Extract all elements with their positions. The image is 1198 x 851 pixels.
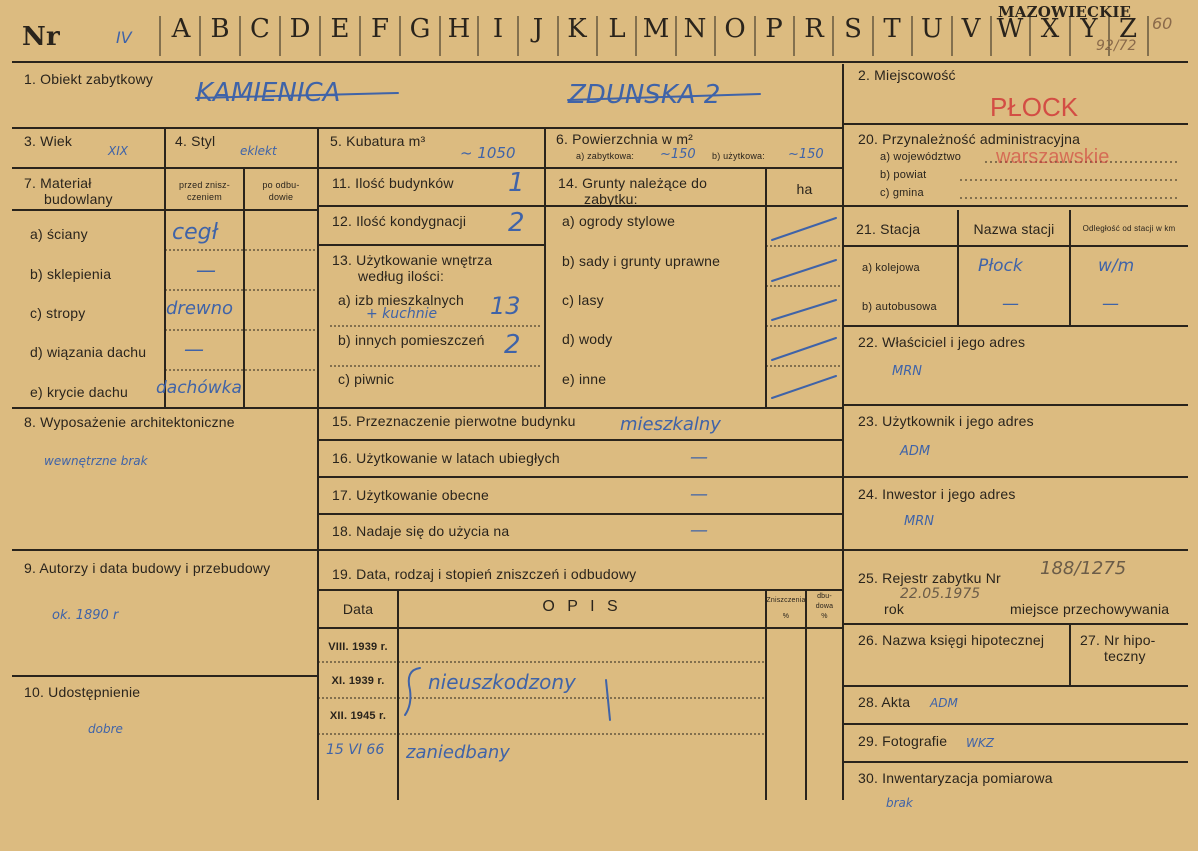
f16-value: — <box>690 447 708 468</box>
f7-row-roofing-label: e) krycie dachu <box>30 384 128 400</box>
f19-col-date: Data <box>342 601 374 617</box>
f20-commune-label: c) gmina <box>880 187 924 199</box>
f6-sub-a-value: ~150 <box>660 147 696 162</box>
f7-row-walls-label: a) ściany <box>30 226 88 242</box>
f30-value: brak <box>886 796 913 810</box>
index-letter-h: H <box>447 14 471 44</box>
f19-col-description: O P I S <box>542 598 622 615</box>
f7-col-after-l2: dowie <box>268 192 294 202</box>
f7-row-vaults-label: b) sklepienia <box>30 266 112 282</box>
index-letter-d: D <box>289 14 311 44</box>
f14-row-waters: d) wody <box>562 331 613 347</box>
f1-value-address: ZDUNSKA 2 <box>568 80 721 110</box>
f1-label: 1. Obiekt zabytkowy <box>24 71 154 87</box>
f19-col-damage-l1: Zniszczenia <box>766 597 806 604</box>
f15-label: 15. Przeznaczenie pierwotne budynku <box>332 413 576 429</box>
f25-place-label: miejsce przechowywania <box>1010 601 1170 617</box>
f29-value: WKZ <box>966 736 994 750</box>
f21-col-distance: Odległość od stacji w km <box>1082 224 1176 233</box>
f7-col-before-l1: przed znisz- <box>179 180 230 190</box>
index-letter-g: G <box>409 14 431 44</box>
index-letter-t: T <box>883 14 901 44</box>
f11-label: 11. Ilość budynków <box>332 175 454 191</box>
f7-row-roofing-value: dachówka <box>156 378 242 398</box>
f17-value: — <box>690 484 708 505</box>
f8-label: 8. Wyposażenie architektoniczne <box>24 414 235 430</box>
f20-voivodeship-label: a) województwo <box>880 151 962 163</box>
f24-label: 24. Inwestor i jego adres <box>858 486 1016 502</box>
f25-label: 25. Rejestr zabytku Nr <box>858 570 1001 586</box>
f6-sub-b-value: ~150 <box>788 147 824 162</box>
index-letter-p: P <box>765 14 783 44</box>
f21-rail-label: a) kolejowa <box>862 262 920 274</box>
index-letter-w: W <box>996 14 1024 44</box>
f13-rooms-label: a) izb mieszkalnych <box>338 292 464 308</box>
f26-label: 26. Nazwa księgi hipotecznej <box>858 632 1045 648</box>
f27-label-line1: 27. Nr hipo- <box>1080 632 1156 648</box>
f6-sub-a-label: a) zabytkowa: <box>576 151 635 161</box>
f23-value: ADM <box>900 444 931 459</box>
index-letter-c: C <box>250 14 270 44</box>
f19-label: 19. Data, rodzaj i stopień zniszczeń i odbudowy <box>332 566 637 582</box>
nr-label: Nr <box>22 22 60 52</box>
f18-value: — <box>690 520 708 541</box>
index-letter-a: A <box>171 14 191 44</box>
index-letter-z: Z <box>1118 14 1138 44</box>
index-letter-s: S <box>844 14 862 44</box>
f7-row-ceilings-value: drewno <box>166 298 234 319</box>
f19-1966-note: zaniedbany <box>406 742 510 763</box>
f9-value: ok. 1890 r <box>52 608 119 623</box>
f19-col-rebuild-l1: dbu- <box>817 593 832 600</box>
f9-label: 9. Autorzy i data budowy i przebudowy <box>24 560 271 576</box>
f2-town-stamp: PŁOCK <box>990 92 1079 122</box>
nr-value: IV <box>116 28 132 47</box>
region-stamp: MAZOWIECKIE <box>998 3 1132 21</box>
f19-date-row-1: VIII. 1939 r. <box>328 641 388 653</box>
f7-row-truss-value: — <box>184 337 204 361</box>
index-letter-e: E <box>330 14 350 44</box>
f19-date-row-2: XI. 1939 r. <box>331 675 385 687</box>
f13-other-label: b) innych pomieszczeń <box>338 332 485 348</box>
f13-cellars-label: c) piwnic <box>338 371 395 387</box>
f21-col-name: Nazwa stacji <box>973 221 1055 237</box>
f7-row-vaults-value: — <box>196 258 216 282</box>
f7-col-before-l2: czeniem <box>187 192 222 202</box>
f13-other-value: 2 <box>504 330 521 360</box>
f18-label: 18. Nadaje się do użycia na <box>332 523 510 539</box>
f13-rooms-note: + kuchnie <box>366 306 438 322</box>
f12-label: 12. Ilość kondygnacji <box>332 213 467 229</box>
f25-value: 188/1275 <box>1040 558 1127 579</box>
f7-row-ceilings-label: c) stropy <box>30 305 86 321</box>
f6-sub-b-label: b) użytkowa: <box>712 151 765 161</box>
f15-value: mieszkalny <box>620 414 721 435</box>
index-letter-o: O <box>724 14 746 44</box>
f3-value: XIX <box>108 144 128 158</box>
f28-label: 28. Akta <box>858 694 911 710</box>
f19-date-row-3: XII. 1945 r. <box>329 710 387 722</box>
f21-bus-label: b) autobusowa <box>862 301 937 313</box>
index-letter-i: I <box>492 14 504 44</box>
reference-number: 92/72 <box>1096 38 1137 54</box>
index-letter-r: R <box>804 14 824 44</box>
f14-row-gardens: a) ogrody stylowe <box>562 213 676 229</box>
index-letter-l: L <box>608 14 626 44</box>
f19-date-row-4: 15 VI 66 <box>326 742 385 758</box>
f4-value: eklekt <box>240 144 277 158</box>
f14-label-line1: 14. Grunty należące do <box>558 175 708 191</box>
f5-value: ~ 1050 <box>460 144 516 162</box>
f7-label-line1: 7. Materiał <box>24 175 92 191</box>
f22-value: MRN <box>892 364 922 379</box>
f19-col-rebuild-l3: % <box>821 613 828 620</box>
f1-value-object: KAMIENICA <box>196 78 341 108</box>
f25-year-value: 22.05.1975 <box>900 586 981 602</box>
f20-label: 20. Przynależność administracyjna <box>858 131 1081 147</box>
f6-label: 6. Powierzchnia w m² <box>556 131 694 147</box>
f13-rooms-value: 13 <box>490 292 521 320</box>
f14-row-forests: c) lasy <box>562 292 604 308</box>
f4-label: 4. Styl <box>175 133 216 149</box>
index-letter-y: Y <box>1080 14 1098 44</box>
index-letter-v: V <box>961 14 981 44</box>
f21-label: 21. Stacja <box>856 221 921 237</box>
f13-label-line2: według ilości: <box>358 268 445 284</box>
f25-year-label: rok <box>884 601 905 617</box>
f20-county-label: b) powiat <box>880 169 927 181</box>
index-letter-j: J <box>532 14 544 44</box>
index-letter-f: F <box>370 14 390 44</box>
f8-value: wewnętrzne brak <box>44 454 148 468</box>
f21-rail-name: Płock <box>978 256 1023 276</box>
f7-row-walls-value: cegł <box>172 220 218 245</box>
f2-label: 2. Miejscowość <box>858 67 956 83</box>
f24-value: MRN <box>904 514 934 529</box>
index-letter-b: B <box>210 14 230 44</box>
f21-bus-distance: — <box>1102 294 1119 314</box>
f14-label-line2: zabytku: <box>584 191 638 207</box>
f17-label: 17. Użytkowanie obecne <box>332 487 489 503</box>
f13-label-line1: 13. Użytkowanie wnętrza <box>332 252 493 268</box>
f19-col-rebuild-l2: dowa <box>815 603 834 610</box>
f7-col-after-l1: po odbu- <box>262 180 300 190</box>
f10-label: 10. Udostępnienie <box>24 684 141 700</box>
f3-label: 3. Wiek <box>24 133 73 149</box>
f16-label: 16. Użytkowanie w latach ubiegłych <box>332 450 560 466</box>
f7-label-line2: budowlany <box>44 191 113 207</box>
f20-voivodeship-stamp: warszawskie <box>996 146 1110 168</box>
f28-value: ADM <box>930 696 958 710</box>
f21-rail-distance: w/m <box>1098 256 1135 276</box>
index-letter-n: N <box>683 14 707 44</box>
f14-row-orchards: b) sady i grunty uprawne <box>562 253 721 269</box>
f7-row-truss-label: d) wiązania dachu <box>30 344 147 360</box>
f5-label: 5. Kubatura m³ <box>330 133 426 149</box>
f14-unit: ha <box>796 181 813 197</box>
f29-label: 29. Fotografie <box>858 733 948 749</box>
f19-col-damage-l2: % <box>782 613 790 620</box>
f12-value: 2 <box>508 208 525 238</box>
f22-label: 22. Właściciel i jego adres <box>858 334 1026 350</box>
index-letter-k: K <box>567 14 587 44</box>
corner-number: 60 <box>1152 14 1173 33</box>
f27-label-line2: teczny <box>1104 648 1146 664</box>
f14-row-other: e) inne <box>562 371 607 387</box>
f10-value: dobre <box>88 722 123 736</box>
f23-label: 23. Użytkownik i jego adres <box>858 413 1034 429</box>
f30-label: 30. Inwentaryzacja pomiarowa <box>858 770 1053 786</box>
index-letter-m: M <box>642 14 670 44</box>
index-letter-u: U <box>921 14 943 44</box>
f19-war-note: nieuszkodzony <box>428 670 576 694</box>
index-letter-x: X <box>1040 14 1060 44</box>
f11-value: 1 <box>508 168 525 198</box>
f21-bus-name: — <box>1002 294 1019 314</box>
